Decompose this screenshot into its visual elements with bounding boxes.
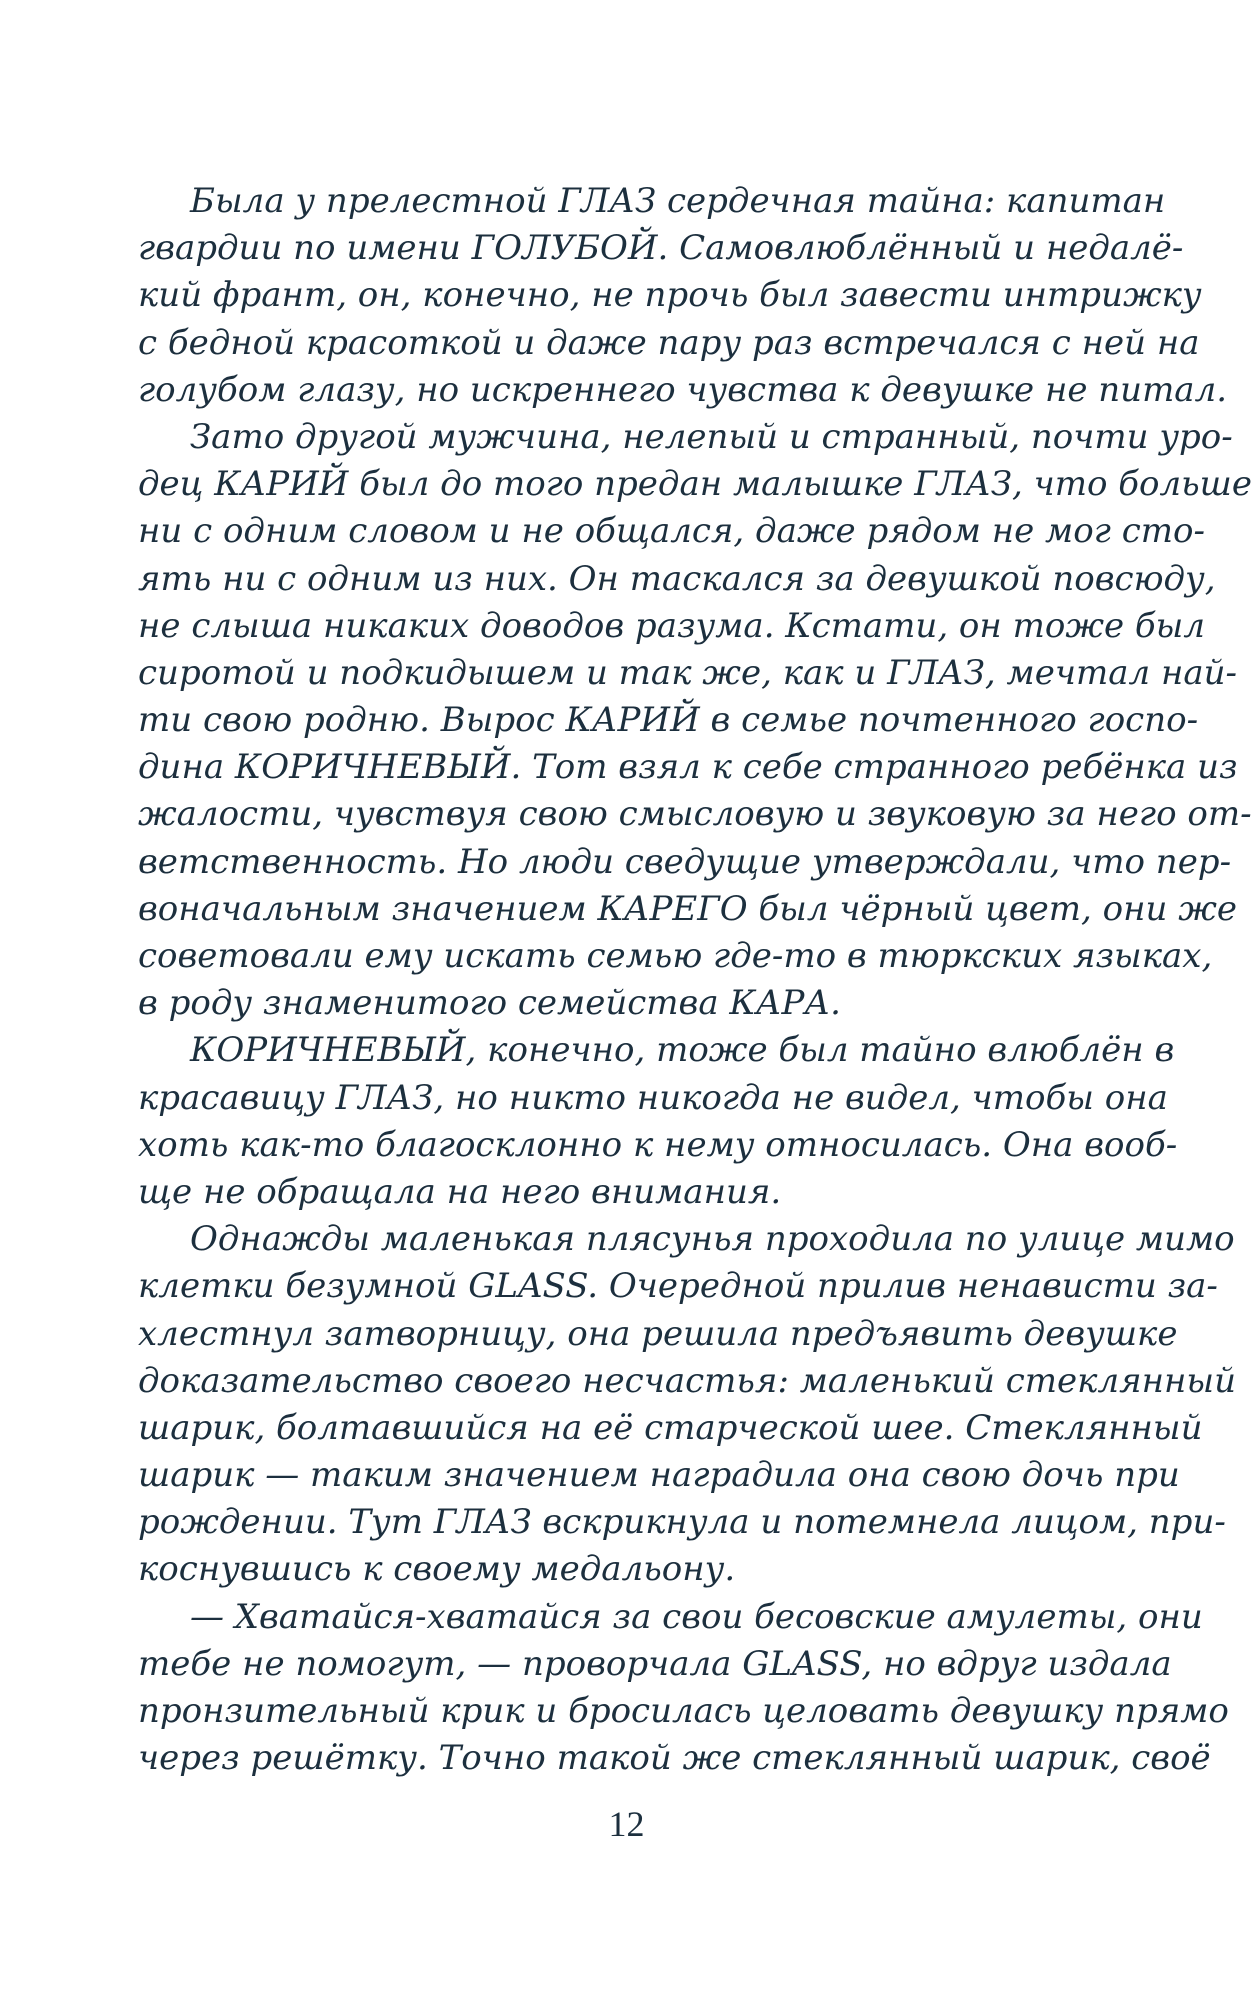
text-line: ти свою родню. Вырос КАРИЙ в семье почтенного госпо-	[138, 700, 1199, 741]
text-line: воначальным значением КАРЕГО был чёрный цвет, они же	[138, 888, 1237, 929]
text-line: ще не обращала на него внимания.	[138, 1171, 782, 1212]
text-line: сиротой и подкидышем и так же, как и ГЛАЗ, мечтал най-	[138, 652, 1237, 693]
text-line: кий франт, он, конечно, не прочь был завести интрижку	[138, 275, 1202, 316]
text-line: шарик, болтавшийся на её старческой шее. Стеклянный	[138, 1407, 1203, 1448]
text-line: Однажды маленькая плясунья проходила по улице мимо	[190, 1219, 1235, 1260]
text-line: с бедной красоткой и даже пару раз встречался с ней на	[138, 322, 1200, 363]
text-line: пронзительный крик и бросилась целовать девушку прямо	[138, 1691, 1229, 1731]
text-line: жалости, чувствуя свою смысловую и звуковую за него от-	[138, 794, 1252, 835]
text-line: хлестнул затворницу, она решила предъявить девушке	[138, 1313, 1178, 1354]
text-line: через решётку. Точно такой же стеклянный шарик, своё	[138, 1738, 1211, 1779]
text-line: в роду знаменитого семейства КАРА.	[138, 983, 841, 1024]
page-number: 12	[608, 1804, 645, 1844]
text-line: Была у прелестной ГЛАЗ сердечная тайна: капитан	[190, 181, 1166, 221]
text-line: голубом глазу, но искреннего чувства к девушке не питал.	[138, 369, 1228, 410]
text-line: рождении. Тут ГЛАЗ вскрикнула и потемнела лицом, при-	[138, 1502, 1226, 1543]
text-line: гвардии по имени ГОЛУБОЙ. Самовлюблённый и недалё-	[138, 228, 1184, 269]
text-line: коснувшись к своему медальону.	[138, 1549, 736, 1590]
text-line: дина КОРИЧНЕВЫЙ. Тот взял к себе странного ребёнка из	[138, 747, 1238, 788]
text-line: советовали ему искать семью где-то в тюркских языках,	[138, 936, 1213, 976]
text-line: ветственность. Но люди сведущие утверждали, что пер-	[138, 841, 1232, 882]
text-line: хоть как-то благосклонно к нему относилась. Она вооб-	[138, 1124, 1178, 1165]
text-line: — Хватайся-хватайся за свои бесовские амулеты, они	[190, 1596, 1203, 1637]
text-line: дец КАРИЙ был до того предан малышке ГЛАЗ, что больше	[138, 464, 1252, 505]
text-line: шарик — таким значением наградила она свою дочь при	[138, 1455, 1180, 1496]
text-line: красавицу ГЛАЗ, но никто никогда не видел, чтобы она	[138, 1077, 1168, 1118]
text-line: ять ни с одним из них. Он таскался за девушкой повсюду,	[138, 558, 1216, 599]
text-line: доказательство своего несчастья: маленький стеклянный	[138, 1360, 1236, 1401]
text-line: Зато другой мужчина, нелепый и странный, почти уро-	[190, 416, 1233, 457]
text-line: тебе не помогут, — проворчала GLASS, но вдруг издала	[138, 1643, 1172, 1684]
text-line: клетки безумной GLASS. Очередной прилив ненависти за-	[138, 1266, 1218, 1307]
body-text	[138, 178, 1252, 1782]
text-line: КОРИЧНЕВЫЙ, конечно, тоже был тайно влюблён в	[190, 1030, 1175, 1071]
text-line: ни с одним словом и не общался, даже рядом не мог сто-	[138, 511, 1205, 552]
text-line: не слыша никаких доводов разума. Кстати, он тоже был	[138, 605, 1205, 646]
